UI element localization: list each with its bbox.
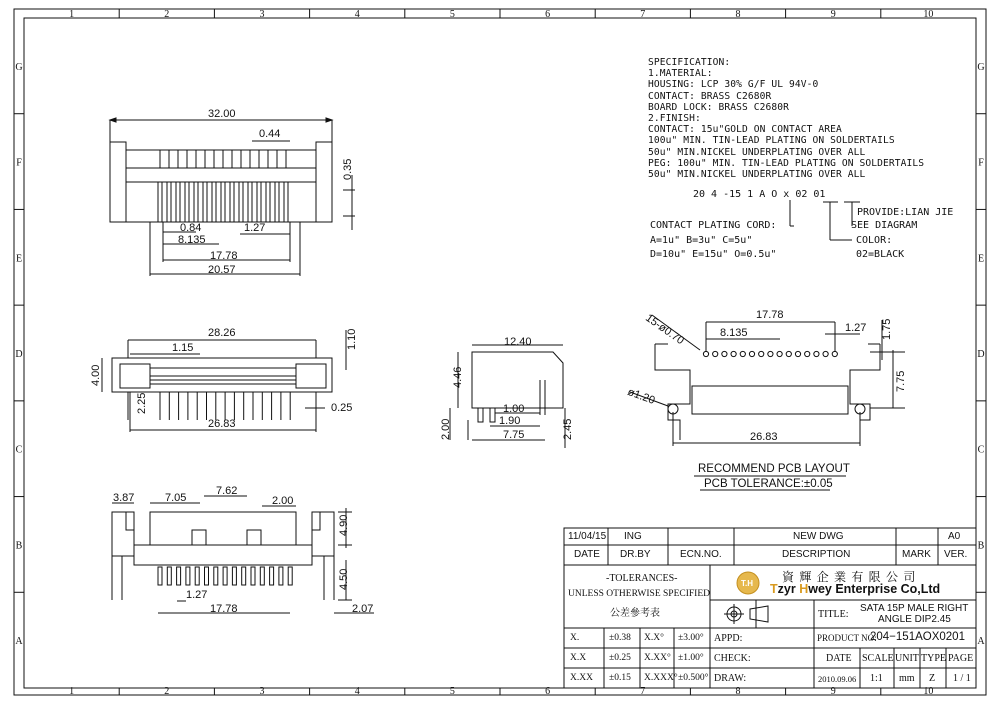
tolerance-cell: ±0.25 bbox=[609, 653, 631, 663]
frame-col-label: 4 bbox=[354, 686, 360, 697]
dim-pcb-holes: 15-ø0.70 bbox=[643, 312, 687, 348]
contact-tail bbox=[205, 567, 209, 585]
spec-line: CONTACT: BRASS C2680R bbox=[648, 90, 772, 102]
contact-tail bbox=[284, 182, 288, 222]
dim-pcb-775: 7.75 bbox=[895, 370, 907, 392]
color-value: 02=BLACK bbox=[856, 249, 905, 260]
title-label: TITLE: bbox=[818, 609, 849, 620]
contact-tail bbox=[230, 182, 234, 222]
val-date: 2010.09.06 bbox=[818, 674, 857, 684]
header-description: DESCRIPTION bbox=[782, 549, 851, 560]
spec-line: 2.FINISH: bbox=[648, 113, 701, 125]
frame-row-label: G bbox=[977, 61, 985, 73]
pcb-contact-hole bbox=[722, 351, 727, 356]
contact-tail bbox=[288, 567, 292, 585]
contact-tail bbox=[158, 182, 162, 222]
frame-col-label: 10 bbox=[923, 9, 934, 20]
pcb-contact-hole bbox=[759, 351, 764, 356]
specification-block bbox=[648, 57, 924, 180]
frame-col-label: 5 bbox=[449, 9, 455, 20]
frame-col-label: 9 bbox=[830, 686, 836, 697]
frame-col-label: 4 bbox=[354, 9, 360, 20]
contact-tail bbox=[158, 567, 162, 585]
frame-col-label: 6 bbox=[545, 9, 551, 20]
frame-col-label: 2 bbox=[164, 686, 170, 697]
dim-bot-490: 4.90 bbox=[338, 514, 350, 536]
contact-tail bbox=[214, 567, 218, 585]
col-scale: SCALE bbox=[862, 653, 894, 664]
tolerances-title: -TOLERANCES- bbox=[606, 573, 678, 584]
dim-bot-207: 2.07 bbox=[352, 603, 374, 615]
rev-version: A0 bbox=[948, 531, 961, 542]
company-name-cn: 資 輝 企 業 有 限 公 司 bbox=[782, 570, 917, 584]
dim-top-8135: 8.135 bbox=[178, 234, 206, 246]
spec-line: 50u" MIN.NICKEL UNDERPLATING OVER ALL bbox=[648, 146, 866, 158]
appd-label: APPD: bbox=[714, 633, 743, 644]
dim-pin-width: 0.44 bbox=[259, 128, 281, 140]
contact-tail bbox=[266, 182, 270, 222]
check-label: CHECK: bbox=[714, 653, 751, 664]
tolerance-cell: ±0.38 bbox=[609, 633, 631, 643]
dim-bot-387: 3.87 bbox=[113, 492, 135, 504]
front-view bbox=[102, 330, 346, 432]
dim-pcb-8135: 8.135 bbox=[720, 327, 748, 339]
header-mark: MARK bbox=[902, 549, 931, 560]
contact-tail bbox=[194, 182, 198, 222]
provide-note: PROVIDE:LIAN JIE bbox=[857, 207, 954, 218]
plating-title: CONTACT PLATING CORD: bbox=[650, 220, 777, 231]
contact-tail bbox=[270, 567, 274, 585]
dim-top-035: 0.35 bbox=[342, 158, 354, 180]
dim-front-2826: 28.26 bbox=[208, 327, 236, 339]
frame-row-label: C bbox=[15, 444, 23, 456]
contact-tail bbox=[177, 567, 181, 585]
contact-tail bbox=[232, 567, 236, 585]
product-label: PRODUCT NO: bbox=[817, 633, 877, 643]
tolerance-cell: X.XX bbox=[570, 673, 593, 683]
contact-tail bbox=[257, 182, 261, 222]
frame-row-label: D bbox=[15, 349, 23, 360]
contact-tail bbox=[212, 182, 216, 222]
contact-tail bbox=[239, 182, 243, 222]
draw-label: DRAW: bbox=[714, 673, 747, 684]
spec-line: PEG: 100u" MIN. TIN-LEAD PLATING ON SOLDERTAILS bbox=[648, 157, 925, 169]
val-type: Z bbox=[929, 673, 936, 684]
tolerance-cell: ±1.00° bbox=[678, 653, 704, 663]
tolerances-cn: 公差參考表 bbox=[610, 608, 660, 619]
bottom-view bbox=[112, 496, 374, 613]
color-title: COLOR: bbox=[856, 235, 893, 246]
dim-side-100: 1.00 bbox=[503, 403, 525, 415]
dim-top-pitch: 1.27 bbox=[244, 222, 266, 234]
val-unit: mm bbox=[899, 673, 915, 684]
frame-col-label: 10 bbox=[923, 686, 934, 697]
frame-row-label: A bbox=[15, 636, 23, 648]
val-page: 1 / 1 bbox=[953, 673, 971, 684]
pcb-contact-hole bbox=[832, 351, 837, 356]
header-ecn: ECN.NO. bbox=[680, 549, 722, 560]
contact-tail bbox=[195, 567, 199, 585]
frame-row-label: B bbox=[15, 540, 23, 552]
tolerances-unless: UNLESS OTHERWISE SPECIFIED bbox=[568, 589, 710, 599]
see-diagram-note: SEE DIAGRAM bbox=[851, 220, 918, 231]
contact-tail bbox=[176, 182, 180, 222]
product-number: 204−151AOX0201 bbox=[870, 631, 965, 643]
frame-row-label: G bbox=[15, 61, 23, 73]
dim-front-400: 4.00 bbox=[90, 364, 102, 386]
col-date: DATE bbox=[826, 653, 852, 664]
dim-top-084: 0.84 bbox=[180, 222, 202, 234]
contact-tail bbox=[275, 182, 279, 222]
frame-row-label: F bbox=[16, 157, 22, 169]
tolerance-cell: X. bbox=[570, 633, 580, 643]
contact-tail bbox=[251, 567, 255, 585]
spec-line: 50u" MIN.NICKEL UNDERPLATING OVER ALL bbox=[648, 169, 866, 181]
dim-side-775: 7.75 bbox=[503, 429, 525, 441]
title-value-1: SATA 15P MALE RIGHT bbox=[860, 603, 969, 614]
col-unit: UNIT bbox=[895, 653, 919, 664]
pcb-tolerance: PCB TOLERANCE:±0.05 bbox=[704, 478, 833, 490]
pcb-contact-hole bbox=[731, 351, 736, 356]
spec-line: 100u" MIN. TIN-LEAD PLATING ON SOLDERTAILS bbox=[648, 135, 895, 147]
rev-description: NEW DWG bbox=[793, 531, 844, 542]
contact-tail bbox=[221, 182, 225, 222]
dim-side-200: 2.00 bbox=[440, 418, 452, 440]
contact-tail bbox=[167, 182, 171, 222]
frame-col-label: 1 bbox=[69, 9, 75, 20]
spec-line: BOARD LOCK: BRASS C2680R bbox=[648, 101, 790, 113]
frame-col-label: 7 bbox=[640, 686, 646, 697]
frame-col-label: 7 bbox=[640, 9, 646, 20]
spec-line: CONTACT: 15u"GOLD ON CONTACT AREA bbox=[648, 124, 842, 136]
dim-side-245: 2.45 bbox=[562, 418, 574, 440]
tolerance-cell: X.X bbox=[570, 653, 587, 663]
pcb-layout-title: RECOMMEND PCB LAYOUT bbox=[698, 463, 850, 475]
tolerance-cell: ±0.15 bbox=[609, 673, 631, 683]
contact-tail bbox=[167, 567, 171, 585]
pcb-contact-hole bbox=[786, 351, 791, 356]
logo-text: T.H bbox=[741, 579, 753, 588]
dim-top-2057: 20.57 bbox=[208, 264, 236, 276]
frame-row-label: A bbox=[977, 636, 985, 648]
dim-top-width: 32.00 bbox=[208, 108, 236, 120]
contact-tail bbox=[203, 182, 207, 222]
plating-line-2: D=10u" E=15u" O=0.5u" bbox=[650, 249, 777, 260]
col-page: PAGE bbox=[948, 653, 974, 664]
dim-front-025: 0.25 bbox=[331, 402, 353, 414]
pcb-contact-hole bbox=[768, 351, 773, 356]
dim-side-190: 1.90 bbox=[499, 415, 521, 427]
dim-top-1778: 17.78 bbox=[210, 250, 238, 262]
dim-pcb-1778: 17.78 bbox=[756, 309, 784, 321]
pcb-contact-hole bbox=[823, 351, 828, 356]
dim-side-446: 4.46 bbox=[452, 366, 464, 388]
frame-row-label: D bbox=[977, 349, 985, 360]
dim-front-110: 1.10 bbox=[346, 328, 358, 350]
dim-pcb-hole-big: ø1.20 bbox=[625, 386, 657, 407]
frame-col-label: 1 bbox=[69, 686, 75, 697]
frame-col-label: 6 bbox=[545, 686, 551, 697]
pcb-contact-hole bbox=[713, 351, 718, 356]
frame-col-label: 8 bbox=[735, 686, 741, 697]
dim-front-115: 1.15 bbox=[172, 342, 194, 354]
pcb-contact-hole bbox=[777, 351, 782, 356]
contact-tail bbox=[242, 567, 246, 585]
dim-bot-450: 4.50 bbox=[338, 568, 350, 590]
pcb-contact-hole bbox=[814, 351, 819, 356]
rev-date: 11/04/15 bbox=[568, 531, 607, 542]
frame-row-label: E bbox=[15, 253, 23, 265]
part-code: 20 4 -15 1 A O x 02 01 bbox=[693, 189, 826, 200]
frame-row-label: B bbox=[977, 540, 985, 552]
spec-line: 1.MATERIAL: bbox=[648, 68, 713, 80]
spec-line: SPECIFICATION: bbox=[648, 57, 731, 68]
plating-line-1: A=1u" B=3u" C=5u" bbox=[650, 235, 753, 246]
frame-row-label: E bbox=[977, 253, 985, 265]
frame-col-label: 9 bbox=[830, 9, 836, 20]
dim-front-225: 2.25 bbox=[136, 392, 148, 414]
title-value-2: ANGLE DIP2.45 bbox=[878, 614, 951, 625]
dim-bot-705: 7.05 bbox=[165, 492, 187, 504]
contact-tail bbox=[223, 567, 227, 585]
dim-pcb-127: 1.27 bbox=[845, 322, 867, 334]
pcb-contact-hole bbox=[805, 351, 810, 356]
val-scale: 1:1 bbox=[870, 673, 883, 684]
company-name-en: Tzyr Hwey Enterprise Co,Ltd bbox=[770, 582, 941, 596]
frame-col-label: 2 bbox=[164, 9, 170, 20]
frame-col-label: 8 bbox=[735, 9, 741, 20]
tolerance-cell: X.XX° bbox=[644, 653, 671, 663]
frame-row-label: F bbox=[978, 157, 984, 169]
dim-bot-1778: 17.78 bbox=[210, 603, 238, 615]
col-type: TYPE bbox=[921, 653, 946, 664]
frame-col-label: 3 bbox=[259, 9, 265, 20]
rev-by: ING bbox=[624, 531, 642, 542]
dim-side-1240: 12.40 bbox=[504, 336, 532, 348]
pcb-contact-hole bbox=[795, 351, 800, 356]
dim-front-2683: 26.83 bbox=[208, 418, 236, 430]
pcb-contact-hole bbox=[703, 351, 708, 356]
header-version: VER. bbox=[944, 549, 968, 560]
dim-pcb-175: 1.75 bbox=[881, 318, 893, 340]
tolerance-cell: X.X° bbox=[644, 633, 664, 643]
dim-bot-127: 1.27 bbox=[186, 589, 208, 601]
pcb-contact-hole bbox=[740, 351, 745, 356]
contact-tail bbox=[260, 567, 264, 585]
contact-tail bbox=[186, 567, 190, 585]
dim-bot-762: 7.62 bbox=[216, 485, 238, 497]
dim-bot-200: 2.00 bbox=[272, 495, 294, 507]
contact-tail bbox=[279, 567, 283, 585]
contact-tail bbox=[248, 182, 252, 222]
contact-tail bbox=[185, 182, 189, 222]
tolerance-cell: X.XXX° bbox=[644, 673, 678, 683]
frame-row-label: C bbox=[977, 444, 985, 456]
tolerance-cell: ±3.00° bbox=[678, 633, 704, 643]
header-drby: DR.BY bbox=[620, 549, 651, 560]
header-date: DATE bbox=[574, 549, 600, 560]
frame-col-label: 5 bbox=[449, 686, 455, 697]
tolerance-cell: ±0.500° bbox=[678, 673, 709, 683]
frame-col-label: 3 bbox=[259, 686, 265, 697]
spec-line: HOUSING: LCP 30% G/F UL 94V-0 bbox=[648, 79, 819, 91]
pcb-contact-hole bbox=[749, 351, 754, 356]
dim-pcb-2683: 26.83 bbox=[750, 431, 778, 443]
